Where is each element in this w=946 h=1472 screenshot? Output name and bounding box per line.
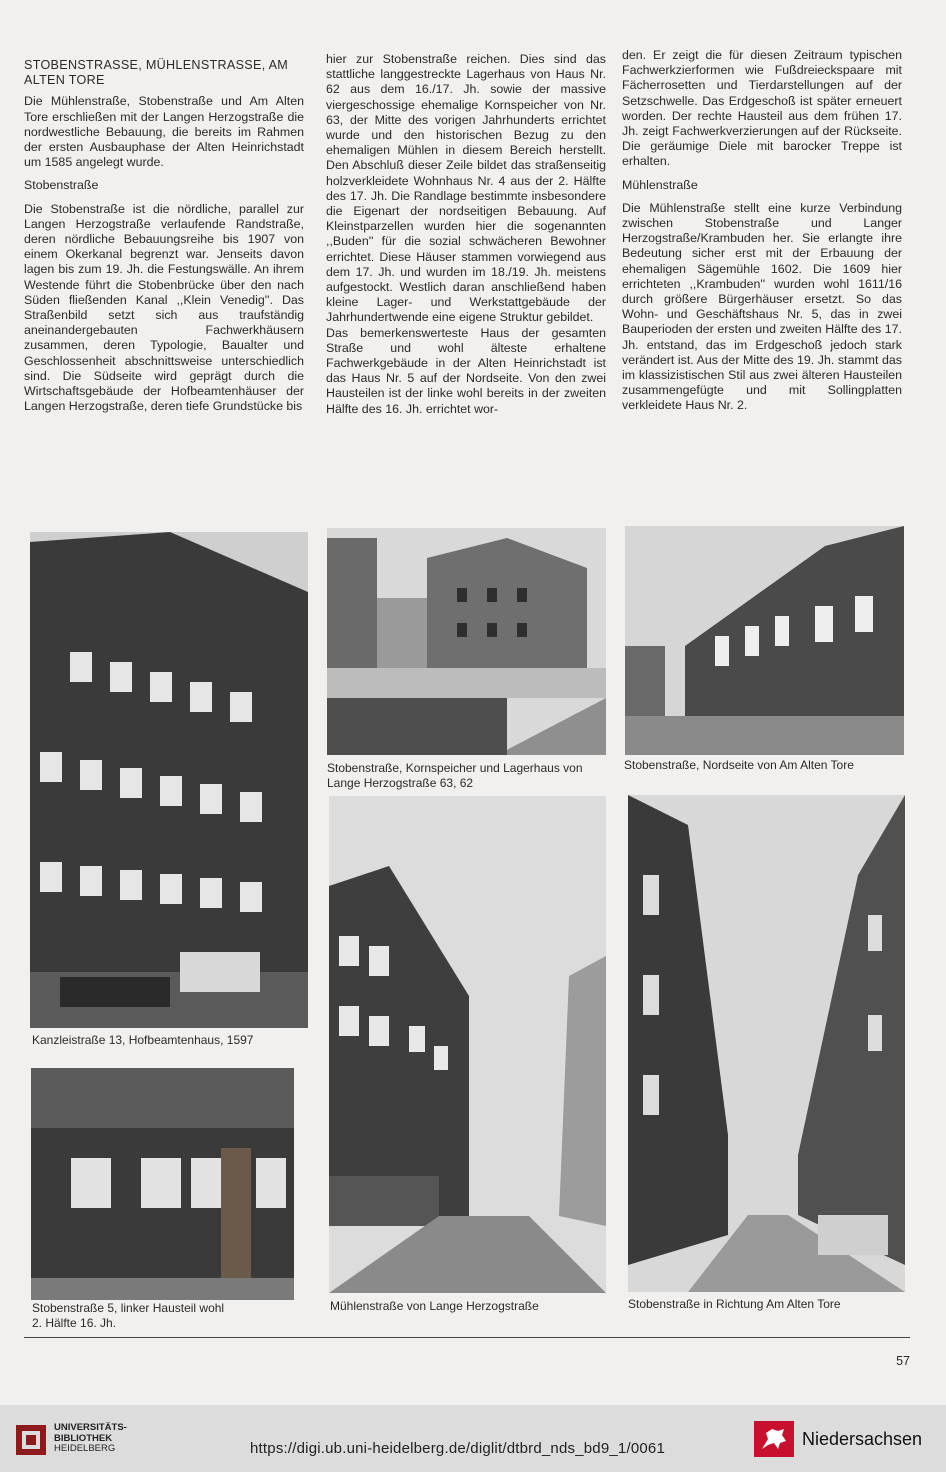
- caption-richtung: Stobenstraße in Richtung Am Alten Tore: [628, 1297, 841, 1311]
- body-paragraph: Die Mühlenstraße stellt eine kurze Verbindung zwischen Stobenstraße und Langer Herzogstraße/Krambuden her. Sie erlangte ihre Bedeutung sicher erst mit der Erbauung der ehemaligen Sägemühle 1602. Die 1609 hier errichteten ,,Krambuden'' wurden wohl 1611/16 durch größere Bürgerhäuser ersetzt. So das Wohn- und Geschäftshaus Nr. 5, das in zwei Bauperioden der ersten und zweiten Hälfte des 17. Jh. entstand, das im Erdgeschoß jedoch stark verändert ist. Aus der Mitte des 19. Jh. stammt das im klassizistischen Stil aus zwei älteren Hausteilen zusammengefügte und mit Sollingplatten verkleidete Haus Nr. 2.: [622, 200, 902, 413]
- photo-nordseite: [625, 526, 904, 755]
- text-column-1: [24, 58, 304, 414]
- intro-paragraph: Die Mühlenstraße, Stobenstraße und Am Alten Tore erschließen mit der Langen Herzogstraße die nordwestliche Bebauung, die bereits im Rahmen der ersten Ausbauphase der Alten Heinrichstadt um 1585 angelegt wurde.: [24, 94, 304, 170]
- caption-kanzleistrasse: Kanzleistraße 13, Hofbeamtenhaus, 1597: [32, 1033, 254, 1047]
- document-url-link[interactable]: https://digi.ub.uni-heidelberg.de/diglit/dtbrd_nds_bd9_1/0061: [250, 1440, 666, 1457]
- caption-muehlenstrasse: Mühlenstraße von Lange Herzogstraße: [330, 1299, 539, 1313]
- subheading-stobenstrasse: Stobenstraße: [24, 178, 99, 193]
- niedersachsen-label: Niedersachsen: [802, 1429, 923, 1449]
- caption-stobenstrasse-5: Stobenstraße 5, linker Hausteil wohl 2. Hälfte 16. Jh.: [32, 1301, 225, 1330]
- body-paragraph: Das bemerkenswerteste Haus der gesamten Straße und wohl älteste erhaltene Fachwerkgebäude in der Alten Heinrichstadt ist das Haus Nr. 5 auf der Nordseite. Von den zwei Hausteilen ist der linke wohl bereits in der zweiten Hälfte des 16. Jh. errichtet wor-: [326, 325, 606, 416]
- viewer-footer: [0, 1405, 946, 1472]
- photo-kornspeicher: [327, 528, 606, 755]
- section-heading: STOBENSTRASSE, MÜHLENSTRASSE, AM ALTEN TORE: [24, 58, 289, 88]
- caption-nordseite: Stobenstraße, Nordseite von Am Alten Tore: [624, 758, 854, 772]
- subheading-muehlenstrasse: Mühlenstraße: [622, 177, 698, 192]
- text-column-2: [326, 52, 606, 417]
- photo-muehlenstrasse: [329, 796, 606, 1293]
- niedersachsen-horse-icon[interactable]: [754, 1421, 794, 1457]
- body-paragraph: Die Stobenstraße ist die nördliche, parallel zur Langen Herzogstraße verlaufende Randstraße, deren nördliche Bebauungsreihe bis 1907 von einem Okerkanal begrenzt war. Jenseits davon lagen bis zum 19. Jh. die Festungswälle. An ihrem Westende führt die Stobenbrücke über den nach Süden fließenden Kanal ,,Klein Venedig''. Das Straßenbild setzt sich aus traufständig aneinandergebauten Fachwerkhäusern zusammen, deren Typologie, Baualter und Geschlossenheit abschnittsweise unterschiedlich sind. Die Südseite wird geprägt durch die Wirtschaftsgebäude der Hofbeamtenhäuser der Langen Herzogstraße, deren tiefe Grundstücke bis: [24, 201, 304, 414]
- bottom-rule: [24, 1337, 910, 1338]
- caption-kornspeicher: Stobenstraße, Kornspeicher und Lagerhaus von Lange Herzogstraße 63, 62: [327, 761, 583, 790]
- photo-kanzleistrasse-13: [30, 532, 308, 1028]
- body-paragraph: hier zur Stobenstraße reichen. Dies sind das stattliche langgestreckte Lagerhaus von Haus Nr. 62 aus dem 16./17. Jh. sowie der massive viergeschossige ehemalige Kornspeicher von Nr. 63, der Mitte des vorigen Jahrhunderts errichtet wurde und den historischen Bezug zu den ehemaligen Mühlen in diesem Bereich herstellt. Den Abschluß dieser Zeile bildet das straßenseitig holzverkleidete Wohnhaus Nr. 4 aus der 2. Hälfte des 17. Jh. Die Randlage bestimmte insbesondere die Eigenart der nordseitigen Bebauung. Auf Kleinstparzellen wurden hier die sogenannten ,,Buden'' für die sozial schwächeren Bewohner errichtet. Diese Häuser stammen vorwiegend aus dem 17. Jh. und wurden im 18./19. Jh. meistens aufgestockt. Westlich daran anschließend haben kleine Lager- und Werkstattgebäude der Jahrhundertwende eine eigene Struktur gebildet.: [326, 52, 606, 325]
- body-paragraph: den. Er zeigt die für diesen Zeitraum typischen Fachwerkzierformen wie Fußdreieckspaare mit Fächerrosetten und Tierdarstellungen auf der Setzschwelle. Das Erdgeschoß ist später erneuert worden. Der rechte Hausteil aus dem frühen 17. Jh. zeigt Fachwerkverzierungen auf der Rückseite. Die geräumige Diele mit barocker Treppe ist erhalten.: [622, 48, 902, 169]
- library-name: UNIVERSITÄTS- BIBLIOTHEK HEIDELBERG: [54, 1422, 127, 1454]
- photo-stobenstrasse-5: [31, 1068, 294, 1300]
- heidelberg-library-logo-icon[interactable]: [14, 1423, 48, 1457]
- page-number: 57: [896, 1354, 910, 1368]
- text-column-3: [622, 48, 902, 414]
- photo-richtung-alten-tore: [628, 795, 905, 1292]
